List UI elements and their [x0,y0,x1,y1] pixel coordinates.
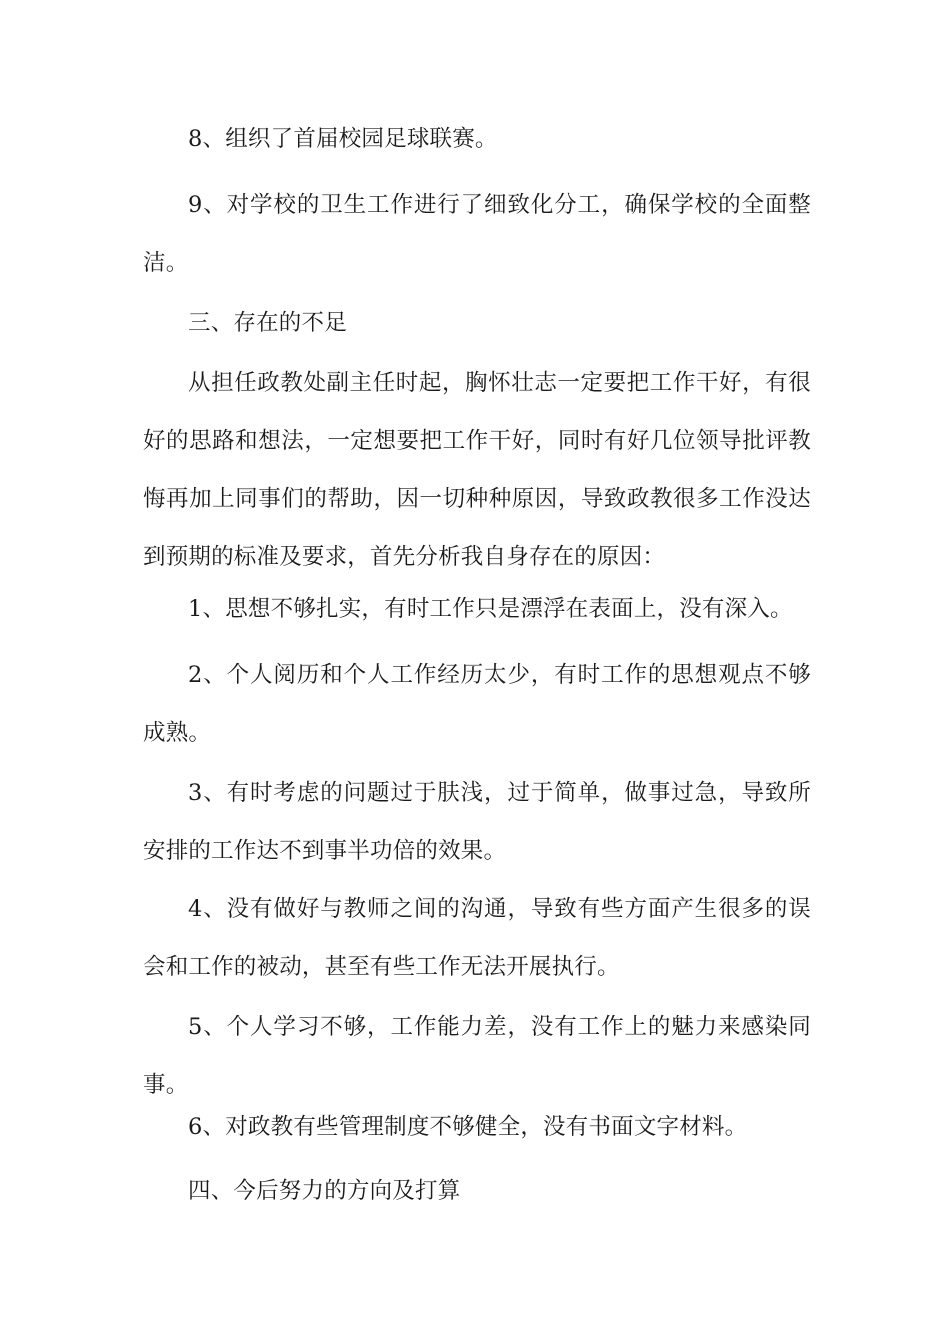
shortcoming-item-3: 3、有时考虑的问题过于肤浅，过于简单，做事过急，导致所安排的工作达不到事半功倍的效果。 [143,780,811,864]
section-heading-future-plans: 四、今后努力的方向及打算 [188,1178,461,1204]
shortcoming-item-6: 6、对政教有些管理制度不够健全，没有书面文字材料。 [188,1114,748,1140]
shortcomings-intro-paragraph: 从担任政教处副主任时起，胸怀壮志一定要把工作干好，有很好的思路和想法，一定想要把工作干好，同时有好几位领导批评教悔再加上同事们的帮助，因一切种种原因，导致政教很多工作没达到预期的标准及要求，首先分析我自身存在的原因： [143,370,811,570]
shortcoming-item-5: 5、个人学习不够，工作能力差，没有工作上的魅力来感染同事。 [143,1014,811,1098]
list-item-9-sanitation: 9、对学校的卫生工作进行了细致化分工，确保学校的全面整洁。 [143,192,811,276]
shortcoming-item-2: 2、个人阅历和个人工作经历太少，有时工作的思想观点不够成熟。 [143,662,811,746]
list-item-8-football-league: 8、组织了首届校园足球联赛。 [188,126,498,152]
section-heading-shortcomings: 三、存在的不足 [188,310,347,336]
shortcoming-item-4: 4、没有做好与教师之间的沟通，导致有些方面产生很多的误会和工作的被动，甚至有些工作无法开展执行。 [143,896,811,980]
shortcoming-item-1: 1、思想不够扎实，有时工作只是漂浮在表面上，没有深入。 [188,596,793,622]
